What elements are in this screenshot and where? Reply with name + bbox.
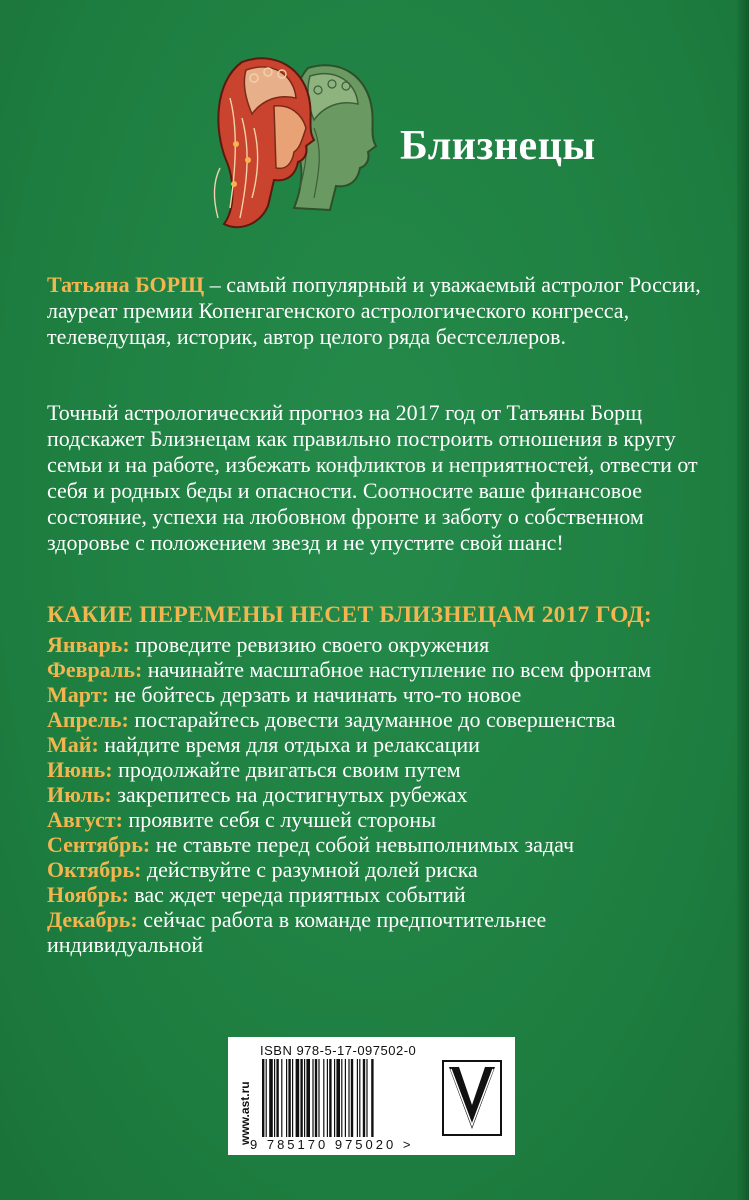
month-item-june — [47, 757, 707, 782]
month-name: Сентябрь: — [47, 832, 151, 857]
month-item-july — [47, 782, 707, 807]
barcode-bar — [286, 1059, 287, 1137]
barcode-panel — [228, 1037, 515, 1155]
barcode-bar — [351, 1059, 353, 1137]
month-text: не ставьте перед собой невыполнимых задач — [150, 832, 575, 857]
barcode-bar — [304, 1059, 305, 1137]
month-item-october — [47, 857, 707, 882]
month-text: постарайтесь довести задуманное до совершенства — [128, 707, 616, 732]
month-item-december — [47, 907, 707, 957]
barcode-bar — [359, 1059, 360, 1137]
barcode-bar — [363, 1059, 365, 1137]
month-name: Май: — [47, 732, 99, 757]
month-text: сейчас работа в команде предпочтительнее индивидуальной — [47, 907, 547, 957]
month-name: Декабрь: — [47, 907, 138, 932]
month-text: продолжайте двигаться своим путем — [112, 757, 461, 782]
month-item-august — [47, 807, 707, 832]
isbn-label: ISBN 978-5-17-097502-0 — [260, 1043, 417, 1058]
month-text: закрепитесь на достигнутых рубежах — [111, 782, 468, 807]
barcode-bar — [318, 1059, 319, 1137]
barcode-bar — [288, 1059, 290, 1137]
month-item-may — [47, 732, 707, 757]
barcode-bar — [266, 1059, 267, 1137]
gemini-twins-emblem-icon — [190, 48, 400, 248]
barcode-bar — [366, 1059, 367, 1137]
month-item-january — [47, 632, 707, 657]
author-name: Татьяна БОРЩ — [47, 272, 205, 297]
barcode-bar — [345, 1059, 346, 1137]
month-name: Ноябрь: — [47, 882, 129, 907]
month-item-november — [47, 882, 707, 907]
month-name: Июнь: — [47, 757, 113, 782]
barcode-bar — [334, 1059, 335, 1137]
barcode-bar — [327, 1059, 328, 1137]
barcode-bar — [323, 1059, 324, 1137]
month-name: Апрель: — [47, 707, 129, 732]
month-item-february — [47, 657, 707, 682]
barcode-bar — [336, 1059, 340, 1137]
barcode-bar — [292, 1059, 293, 1137]
month-text: начинайте масштабное наступление по всем фронтам — [142, 657, 652, 682]
barcode-bar — [312, 1059, 313, 1137]
month-text: действуйте с разумной долей риска — [141, 857, 478, 882]
barcode-bar — [269, 1059, 273, 1137]
barcode-bar — [262, 1059, 264, 1137]
month-text: найдите время для отдыха и релаксации — [98, 732, 480, 757]
monthly-forecast-list — [47, 632, 707, 957]
month-name: Январь: — [47, 632, 130, 657]
publisher-v-logo-icon — [441, 1059, 503, 1137]
barcode-bar — [348, 1059, 349, 1137]
barcode-bar — [274, 1059, 275, 1137]
barcode-bar — [296, 1059, 300, 1137]
barcode-bar — [315, 1059, 317, 1137]
month-text: не бойтесь дерзать и начинать что-то новое — [108, 682, 522, 707]
month-text: проведите ревизию своего окружения — [129, 632, 490, 657]
month-text: проявите себя с лучшей стороны — [122, 807, 436, 832]
barcode-bar — [306, 1059, 310, 1137]
barcode-bar — [300, 1059, 302, 1137]
month-item-march — [47, 682, 707, 707]
barcode-bar — [281, 1059, 282, 1137]
month-name: Октябрь: — [47, 857, 142, 882]
month-name: Июль: — [47, 782, 112, 807]
barcode-bar — [371, 1059, 373, 1137]
month-item-april — [47, 707, 707, 732]
month-name: Март: — [47, 682, 109, 707]
month-name: Август: — [47, 807, 123, 832]
forecast-heading: КАКИЕ ПЕРЕМЕНЫ НЕСЕТ БЛИЗНЕЦАМ 2017 ГОД: — [47, 602, 652, 628]
month-item-september — [47, 832, 707, 857]
month-name: Февраль: — [47, 657, 143, 682]
cover-edge — [737, 0, 749, 1200]
barcode-bar — [357, 1059, 358, 1137]
barcode-icon — [260, 1059, 435, 1137]
barcode-number: 9 785170 975020 > — [250, 1137, 414, 1152]
author-intro — [47, 272, 707, 350]
publisher-website: www.ast.ru — [238, 1081, 252, 1145]
barcode-bar — [276, 1059, 278, 1137]
book-description: Точный астрологический прогноз на 2017 год от Татьяны Борщ подскажет Близнецам как правильно построить отношения в кругу семьи и на работе, избежать конфликтов и неприятностей, отвести от себя и родных беды и опасности. Соотносите ваше финансовое состояние, успехи на любовном фронте и заботу о собственном здоровье с положением звезд и не упустите свой шанс! — [47, 400, 698, 555]
barcode-bar — [341, 1059, 342, 1137]
month-text: вас ждет череда приятных событий — [128, 882, 466, 907]
zodiac-title: Близнецы — [400, 123, 596, 169]
author-bio: – самый популярный и уважаемый астролог России, лауреат премии Копенгагенского астрологического конгресса, телеведущая, историк, автор целого ряда бестселлеров. — [47, 272, 701, 349]
barcode-bar — [329, 1059, 331, 1137]
